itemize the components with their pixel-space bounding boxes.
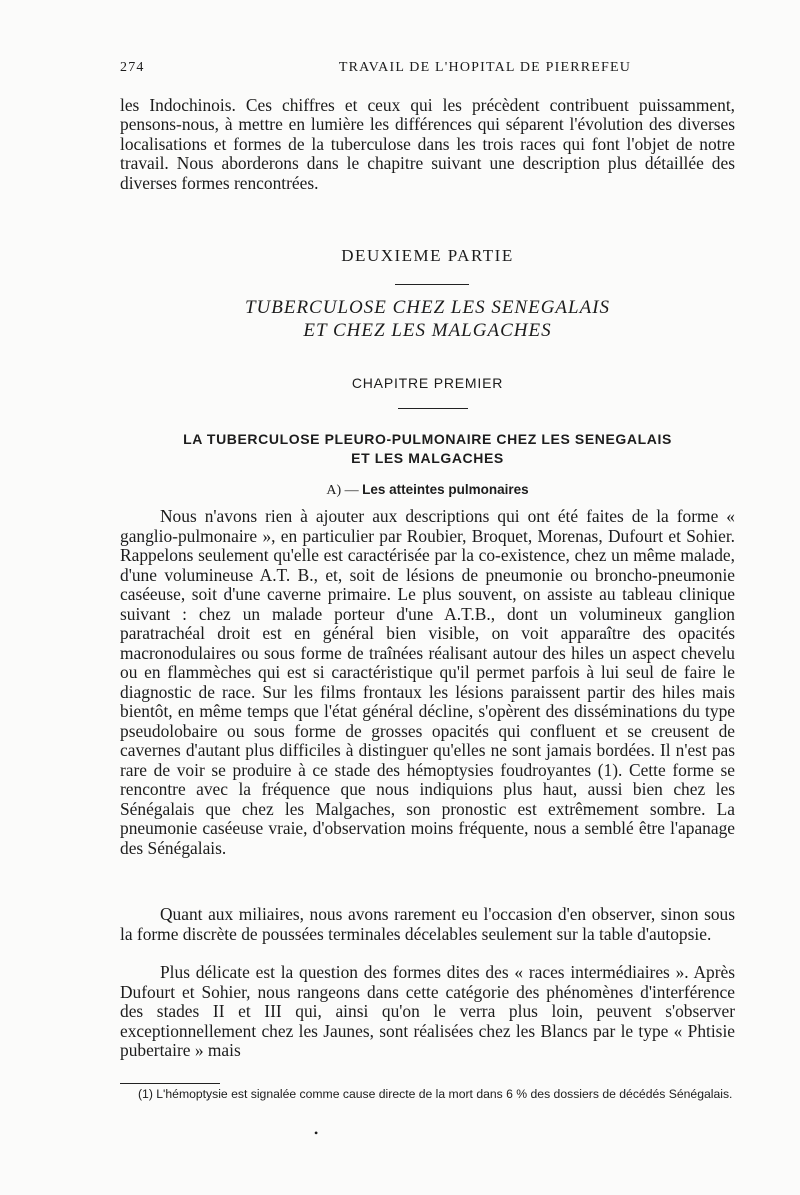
page-number: 274 bbox=[120, 60, 145, 75]
chapter-title-rule bbox=[398, 408, 468, 409]
bullet-mark: • bbox=[314, 1126, 319, 1140]
running-head: TRAVAIL DE L'HOPITAL DE PIERREFEU bbox=[338, 60, 632, 75]
section-label: A) — bbox=[326, 483, 359, 498]
chapter-heading bbox=[120, 430, 735, 468]
body-paragraph-3: Plus délicate est la question des formes dites des « races intermédiaires ». Après Dufourt et Sohier, nous rangeons dans cette catégorie des phénomènes d'interférence des stades II et III qui, ainsi qu'on le verra plus loin, peuvent s'observer exceptionnellement chez les Jaunes, sont réalisées chez les Blancs par le type « Phtisie pubertaire » mais bbox=[120, 962, 735, 1060]
section-heading bbox=[120, 482, 735, 499]
body-paragraph-block-2 bbox=[120, 905, 735, 949]
part-subtitle bbox=[120, 296, 735, 342]
chapter-heading-line-1: LA TUBERCULOSE PLEURO-PULMONAIRE CHEZ LES SENEGALAIS bbox=[183, 431, 672, 447]
body-paragraph-block-3 bbox=[120, 963, 735, 1066]
chapter-heading-line-2: ET LES MALGACHES bbox=[351, 450, 504, 466]
footnote-rule bbox=[120, 1083, 220, 1084]
body-paragraph-2: Quant aux miliaires, nous avons rarement eu l'occasion d'en observer, sinon sous la forme discrète de poussées terminales décelables seulement sur la table d'autopsie. bbox=[120, 904, 735, 944]
body-paragraph-1: Nous n'avons rien à ajouter aux descriptions qui ont été faites de la forme « ganglio-pulmonaire », en particulier par Roubier, Broquet, Morenas, Dufourt et Sohier. Rappelons seulement qu'elle est caractérisée par la co-existence, chez un même malade, d'une volumineuse A.T. B., et, soit de lésions de pneumonie ou broncho-pneumonie caséeuse, soit d'une caverne primaire. Le plus souvent, on assiste au tableau clinique suivant : chez un malade porteur d'une A.T.B., dont un volumineux ganglion paratrachéal droit est en général bien visible, on voit apparaître des opacités macronodulaires ou sous forme de traînées réalisant autour des hiles un aspect chevelu ou en flammèches qui est si caractéristique qu'il permet parfois à lui seul de faire le diagnostic de race. Sur les films frontaux les lésions paraissent partir des hiles mais bientôt, en même temps que l'état général décline, s'opèrent des disséminations du type pseudolobaire ou sous forme de grosses opacités qui confluent et se creusent de cavernes d'autant plus difficiles à distinguer qu'elles ne sont jamais bordées. Il n'est pas rare de voir se produire à ce stade des hémoptysies foudroyantes (1). Cette forme se rencontre avec la fréquence que nous indiquions plus haut, aussi bien chez les Sénégalais que chez les Malgaches, son pronostic est extrêmement sombre. La pneumonie caséeuse vraie, d'observation moins fréquente, nous a semblé être l'apanage des Sénégalais. bbox=[120, 506, 735, 858]
intro-paragraph bbox=[120, 96, 735, 193]
section-title: Les atteintes pulmonaires bbox=[362, 482, 529, 497]
part-subtitle-line-1: TUBERCULOSE CHEZ LES SENEGALAIS bbox=[244, 297, 611, 318]
footnote: (1) L'hémoptysie est signalée comme cause directe de la mort dans 6 % des dossiers de décédés Sénégalais. bbox=[138, 1087, 733, 1101]
part-subtitle-line-2: ET CHEZ LES MALGACHES bbox=[303, 320, 552, 341]
page-header bbox=[120, 60, 735, 80]
part-title-rule bbox=[395, 284, 469, 285]
body-paragraph-block-1 bbox=[120, 507, 735, 863]
intro-paragraph-text: les Indochinois. Ces chiffres et ceux qui les précèdent contribuent puissamment, pensons-nous, à mettre en lumière les différences qui séparent l'évolution des diverses localisations et formes de la tuberculose dans les trois races qui font l'objet de notre travail. Nous aborderons dans le chapitre suivant une description plus détaillée des diverses formes rencontrées. bbox=[120, 95, 735, 193]
chapter-title: CHAPITRE PREMIER bbox=[351, 375, 504, 391]
part-title: DEUXIEME PARTIE bbox=[341, 246, 514, 265]
